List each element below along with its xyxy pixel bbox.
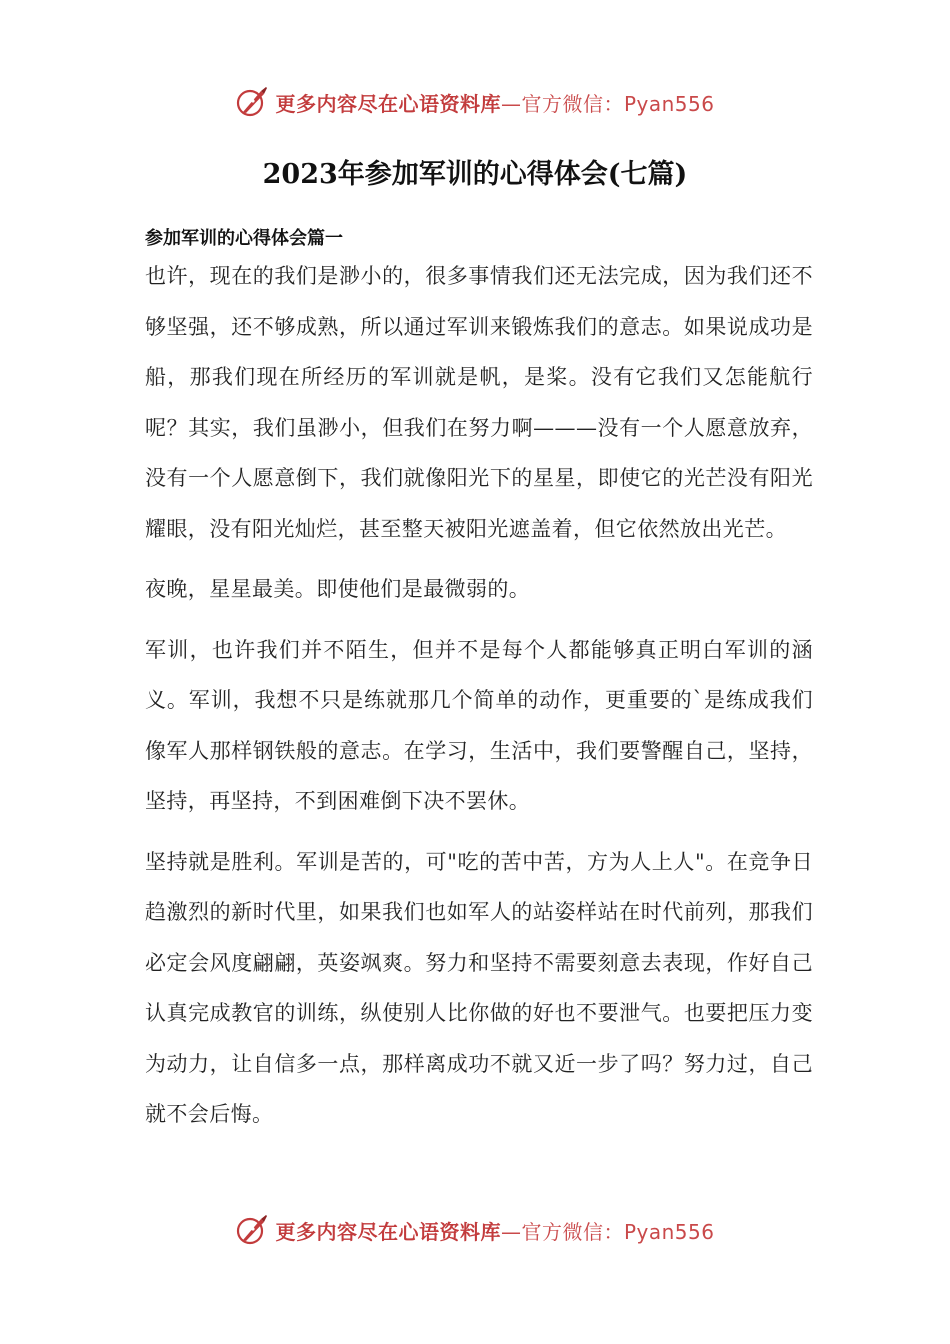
watermark-banner-top (0, 80, 950, 124)
document-title: 2023年参加军训的心得体会(七篇) (262, 159, 688, 190)
watermark-brand: 更多内容尽在心语资料库 (275, 1219, 501, 1244)
section-heading: 参加军训的心得体会篇一 (145, 228, 343, 249)
quill-pen-logo-icon (235, 1213, 269, 1247)
watermark-contact: 官方微信：Pyan556 (521, 1219, 715, 1244)
document-body (145, 251, 813, 1140)
watermark-brand: 更多内容尽在心语资料库 (275, 91, 501, 116)
watermark-separator: — (500, 1219, 522, 1244)
quill-pen-logo-icon (235, 85, 269, 119)
watermark-contact: 官方微信：Pyan556 (521, 91, 715, 116)
paragraph: 坚持就是胜利。军训是苦的，可"吃的苦中苦，方为人上人"。在竞争日趋激烈的新时代里，如果我们也如军人的站姿样站在时代前列，那我们必定会风度翩翩，英姿飒爽。努力和坚持不需要刻意去表现，作好自己认真完成教官的训练，纵使别人比你做的好也不要泄气。也要把压力变为动力，让自信多一点，那样离成功不就又近一步了吗？努力过，自己就不会后悔。 (145, 849, 813, 1126)
watermark-text (275, 88, 714, 117)
paragraph: 夜晚，星星最美。即使他们是最微弱的。 (145, 577, 531, 601)
watermark-banner-bottom (0, 1208, 950, 1252)
paragraph: 军训，也许我们并不陌生，但并不是每个人都能够真正明白军训的涵义。军训，我想不只是练就那几个简单的动作，更重要的`是练成我们像军人那样钢铁般的意志。在学习，生活中，我们要警醒自己，坚持，坚持，再坚持，不到困难倒下决不罢休。 (145, 637, 813, 813)
watermark-text (275, 1216, 714, 1245)
paragraph: 也许，现在的我们是渺小的，很多事情我们还无法完成，因为我们还不够坚强，还不够成熟，所以通过军训来锻炼我们的意志。如果说成功是船，那我们现在所经历的军训就是帆，是桨。没有它我们又怎能航行呢？其实，我们虽渺小，但我们在努力啊———没有一个人愿意放弃，没有一个人愿意倒下，我们就像阳光下的星星，即使它的光芒没有阳光耀眼，没有阳光灿烂，甚至整天被阳光遮盖着，但它依然放出光芒。 (145, 264, 813, 541)
watermark-separator: — (500, 91, 522, 116)
